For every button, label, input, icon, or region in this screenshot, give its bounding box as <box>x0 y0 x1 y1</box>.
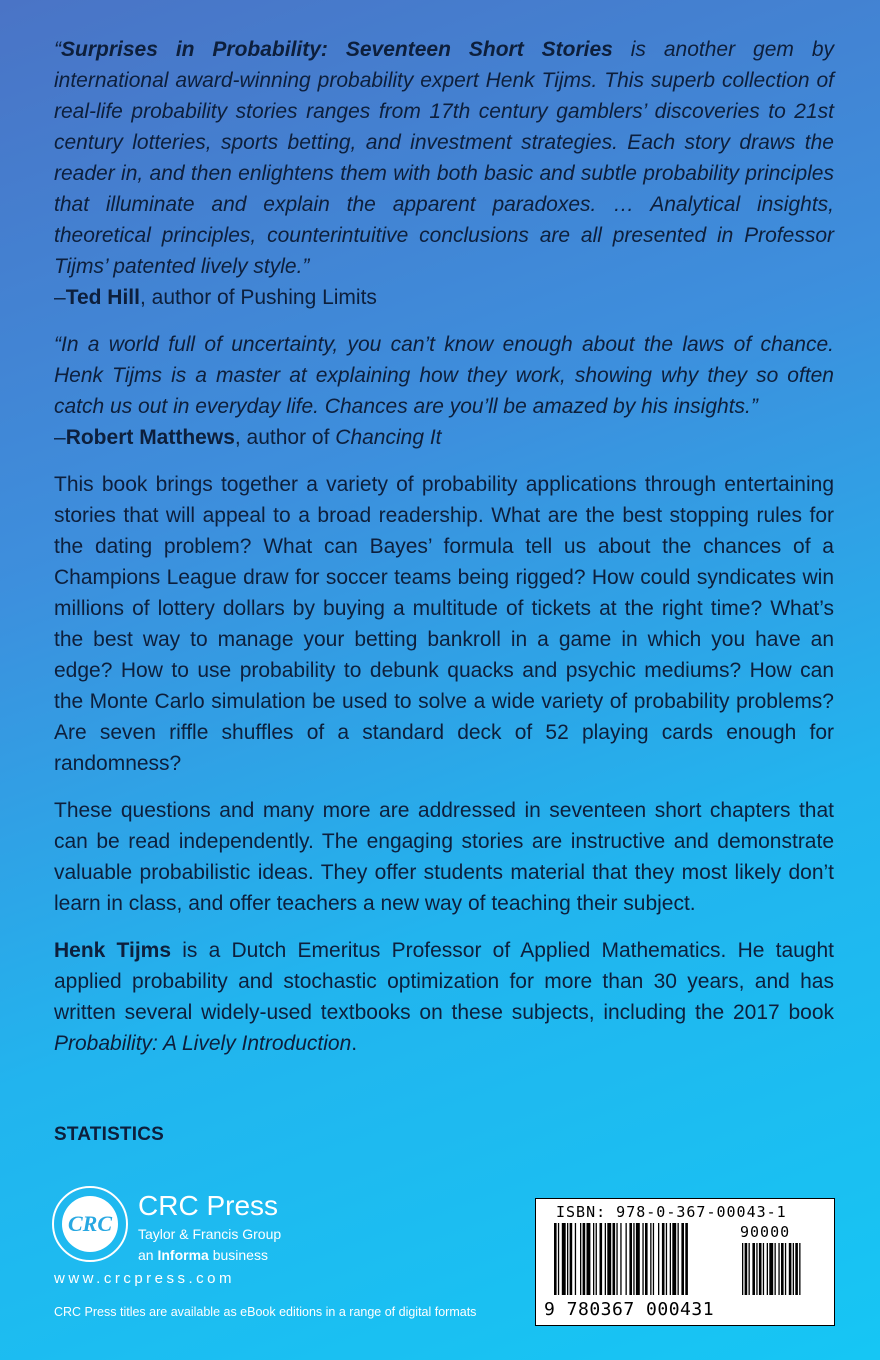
barcode-addon: 90000 <box>740 1223 791 1241</box>
author-suffix: , author of Pushing Limits <box>139 286 377 309</box>
ean-digits: 9 780367 000431 <box>544 1299 715 1320</box>
barcode-bar <box>605 1223 606 1295</box>
barcode-bar <box>666 1223 667 1295</box>
addon-bar <box>745 1243 748 1295</box>
barcode-bar <box>636 1223 640 1295</box>
publisher-name: CRC Press <box>138 1190 279 1221</box>
quote-text <box>54 34 834 282</box>
quote-attribution <box>54 422 834 453</box>
dash: – <box>54 286 66 309</box>
addon-bar <box>767 1243 768 1295</box>
description <box>54 469 834 1059</box>
barcode-bar <box>587 1223 591 1295</box>
barcode-bar <box>583 1223 586 1295</box>
barcode-bar <box>658 1223 659 1295</box>
bio-book: Probability: A Lively Introduction <box>54 1032 352 1055</box>
barcode-bar <box>600 1223 603 1295</box>
logo-inner <box>62 1196 118 1252</box>
description-paragraph-2: These questions and many more are addressed in seventeen short chapters that can be read independently. The engaging stories are instructive and demonstrate valuable probabilistic ideas. They offer students material that they most likely don’t learn in class, and offer teachers a new way of teaching their subject. <box>54 799 834 915</box>
barcode-bar <box>653 1223 654 1295</box>
publisher-website[interactable]: www.crcpress.com <box>54 1270 236 1287</box>
barcode-bar <box>620 1223 621 1295</box>
barcode-bar <box>575 1223 576 1295</box>
addon-bar <box>769 1243 773 1295</box>
business-suffix: business <box>208 1247 268 1263</box>
back-cover-text <box>54 34 834 1075</box>
ebook-note: CRC Press titles are available as eBook editions in a range of digital formats <box>54 1305 477 1319</box>
bio-name: Henk Tijms <box>54 939 172 962</box>
business-name: Informa <box>157 1247 209 1263</box>
barcode-bar <box>558 1223 559 1295</box>
dash: – <box>54 426 66 449</box>
book-title: Surprises in Probability: Seventeen Short Stories <box>61 38 613 61</box>
barcode-bar <box>670 1223 671 1295</box>
quote-text: “In a world full of uncertainty, you can’t know enough about the laws of chance. Henk Tijms is a master at explaining how they work, showing why they so often catch us out in everyday life. Chances are you’ll be amazed by his insights.” <box>54 333 834 418</box>
barcode-bar <box>633 1223 634 1295</box>
barcode-bar <box>681 1223 684 1295</box>
barcode-bar <box>554 1223 557 1295</box>
addon-bar <box>749 1243 750 1295</box>
barcode-bar <box>672 1223 676 1295</box>
barcode-bar <box>662 1223 665 1295</box>
barcode-bar <box>613 1223 616 1295</box>
description-paragraph-1: This book brings together a variety of probability applications through entertaining stories that will appeal to a broad readership. What are the best stopping rules for the dating problem? What can Bayes’ formula tell us about the chances of a Champions League draw for soccer teams being rigged? How could syndicates win millions of lottery dollars by buying a multitude of tickets at the right time? What’s the best way to manage your betting bankroll in a game in which you have an edge? How to use probability to debunk quacks and psychic mediums? How can the Monte Carlo simulation be used to solve a wide variety of probability problems? Are seven riffle shuffles of a standard deck of 52 playing cards enough for randomness? <box>54 473 834 775</box>
barcode-bar <box>685 1223 688 1295</box>
author-name: Robert Matthews <box>65 426 235 449</box>
open-quote: “ <box>54 38 61 61</box>
addon-bar <box>759 1243 762 1295</box>
barcode-bar <box>596 1223 597 1295</box>
addon-bar <box>778 1243 779 1295</box>
addon-bar <box>775 1243 776 1295</box>
crc-logo-icon <box>52 1186 128 1262</box>
addon-bar <box>763 1243 764 1295</box>
addon-bar <box>781 1243 784 1295</box>
barcode-bar <box>593 1223 594 1295</box>
barcode-bar <box>626 1223 627 1295</box>
addon-bar <box>742 1243 743 1295</box>
barcode-bar <box>642 1223 643 1295</box>
addon-bar <box>752 1243 755 1295</box>
isbn-text: ISBN: 978-0-367-00043-1 <box>556 1203 787 1221</box>
addon-bar <box>795 1243 798 1295</box>
publisher-group: Taylor & Francis Group <box>138 1226 282 1242</box>
author-mid: , author of <box>234 426 336 449</box>
quote-body: is another gem by international award-winning probability expert Henk Tijms. This superb collection of real-life probability stories ranges from 17th century gamblers’ discoveries to 21st century lotteries, sports betting, and investment strategies. Each story draws the reader in, and then enlightens them with both basic and subtle probability principles that illuminate and explain the apparent paradoxes. … Analytical insights, theoretical principles, counterintuitive conclusions are all presented in Professor Tijms’ patented lively style.” <box>54 38 835 278</box>
barcode-bar <box>570 1223 573 1295</box>
barcode-bar <box>650 1223 651 1295</box>
barcode-bar <box>567 1223 568 1295</box>
bio-end: . <box>351 1032 358 1055</box>
addon-bar <box>799 1243 800 1295</box>
addon-bar <box>756 1243 757 1295</box>
quote-attribution <box>54 282 834 313</box>
barcode-bar <box>607 1223 611 1295</box>
author-bio <box>54 935 834 1059</box>
isbn-barcode <box>535 1198 835 1326</box>
bio-text: is a Dutch Emeritus Professor of Applied Mathematics. He taught applied probability and stochastic optimization for more than 30 years, and has written several widely-used textbooks on these subjects, including the 2017 book <box>54 939 835 1024</box>
quote-ted-hill <box>54 34 834 313</box>
author-name: Ted Hill <box>65 286 140 309</box>
barcode-bar <box>645 1223 648 1295</box>
quote-robert-matthews <box>54 329 834 453</box>
barcode-bar <box>580 1223 581 1295</box>
addon-bar <box>785 1243 786 1295</box>
barcode-bar <box>616 1223 617 1295</box>
addon-bar <box>789 1243 792 1295</box>
barcode-bar <box>562 1223 566 1295</box>
addon-bar <box>793 1243 794 1295</box>
logo-text: CRC <box>67 1211 113 1236</box>
author-book: Chancing It <box>335 426 442 449</box>
business-prefix: an <box>138 1247 158 1263</box>
publisher-business <box>138 1247 268 1263</box>
barcode-bar <box>678 1223 679 1295</box>
category-label: STATISTICS <box>54 1124 165 1145</box>
barcode-bar <box>629 1223 632 1295</box>
